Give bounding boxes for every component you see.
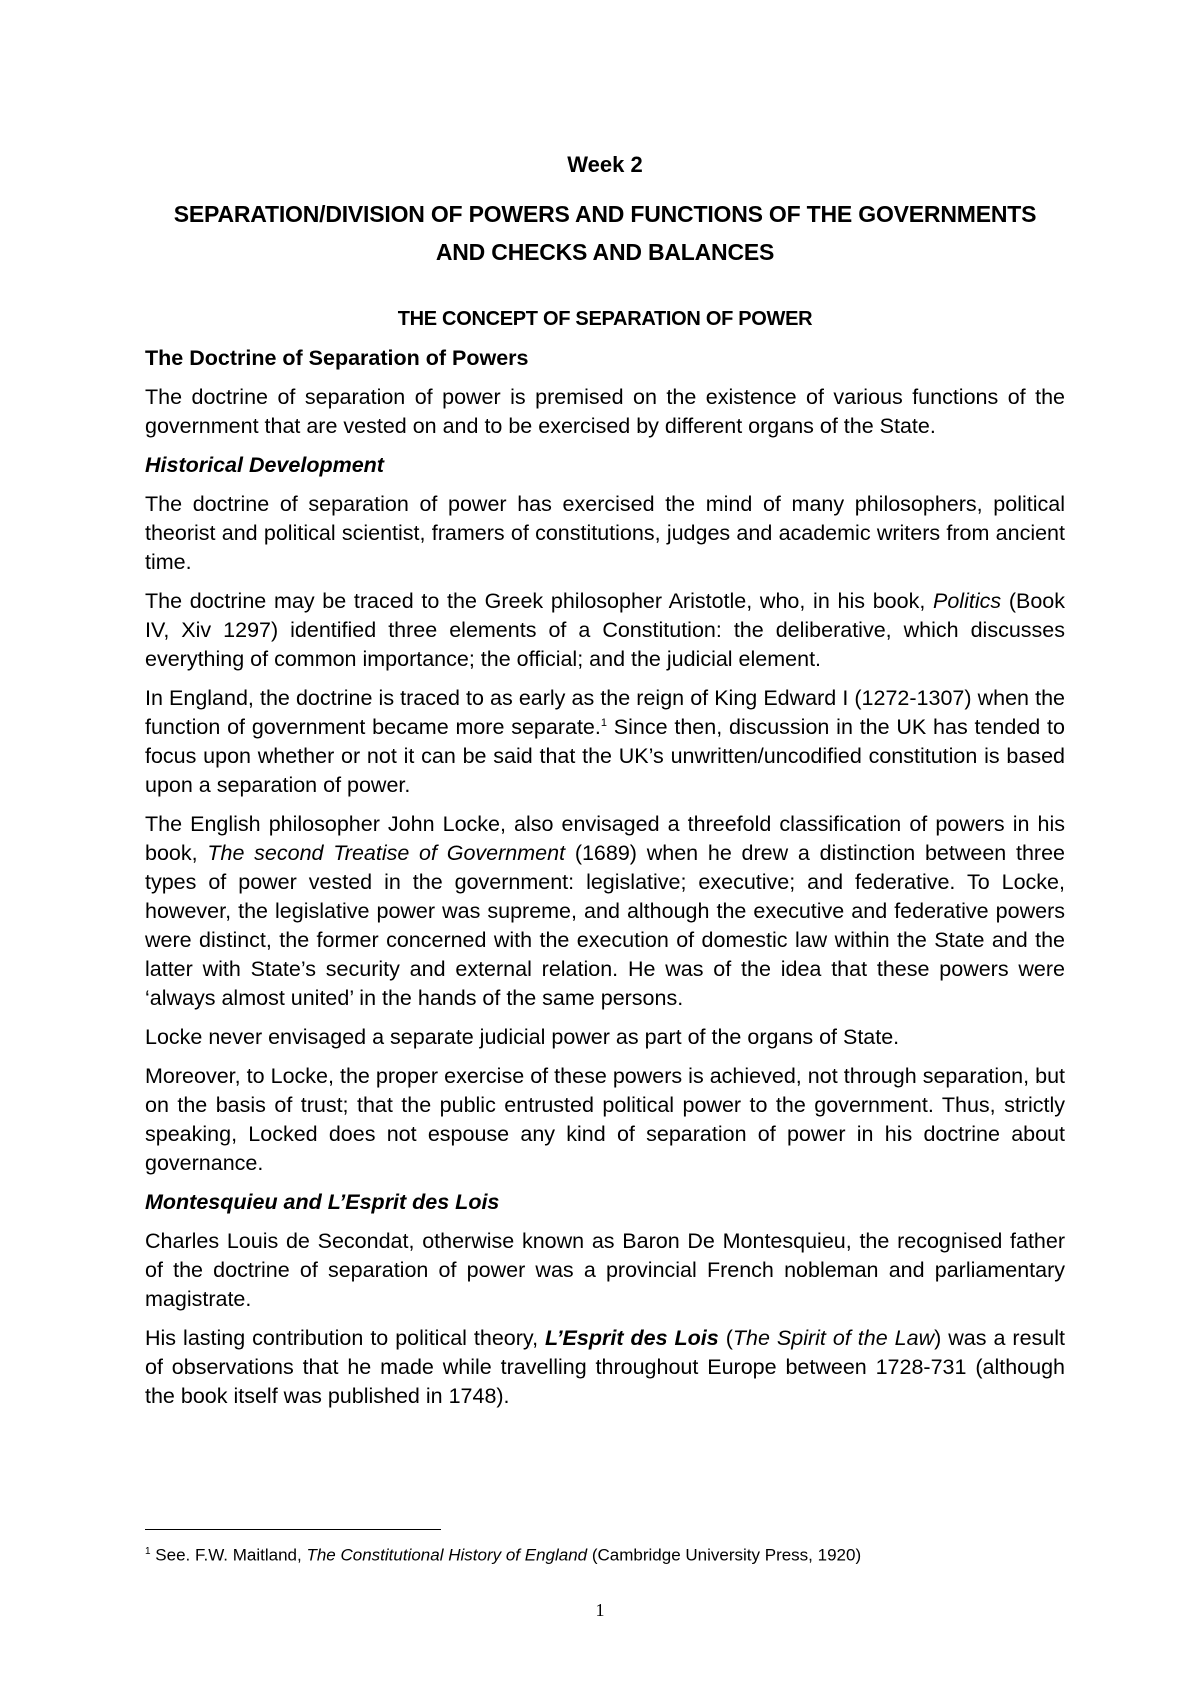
esprit-book-title: L’Esprit des Lois <box>545 1326 719 1350</box>
footnote-separator <box>145 1529 441 1530</box>
montesquieu-heading: Montesquieu and L’Esprit des Lois <box>145 1190 500 1214</box>
title-line-2: AND CHECKS AND BALANCES <box>435 239 775 265</box>
historical-paragraph-2 <box>145 587 1065 674</box>
page-number: 1 <box>595 1600 605 1620</box>
historical-paragraph-5: Locke never envisaged a separate judicial power as part of the organs of State. <box>145 1025 900 1049</box>
week-label: Week 2 <box>567 152 643 177</box>
historical-heading: Historical Development <box>145 453 384 477</box>
document-page <box>145 150 1065 1421</box>
footnote-text-a: See. F.W. Maitland, <box>150 1545 307 1565</box>
montesquieu-text-a: His lasting contribution to political theory, <box>145 1326 546 1350</box>
footnote-reference[interactable]: 1 <box>600 716 607 729</box>
footnote-book-title: The Constitutional History of England <box>306 1545 588 1565</box>
historical-paragraph-1: The doctrine of separation of power has exercised the mind of many philosophers, political theorist and political scientist, framers of constitutions, judges and academic writers from ancient time. <box>145 492 1065 574</box>
montesquieu-paragraph-2 <box>145 1324 1065 1411</box>
page-title <box>145 195 1065 271</box>
doctrine-heading: The Doctrine of Separation of Powers <box>145 346 529 370</box>
historical-paragraph-3 <box>145 684 1065 800</box>
aristotle-text-a: The doctrine may be traced to the Greek philosopher Aristotle, who, in his book, <box>145 589 933 613</box>
locke-book-title: The second Treatise of Government <box>207 841 566 865</box>
aristotle-text-b: (Book IV, Xiv 1297) identified three elements of a Constitution: the deliberative, which discusses everything of common importance; the official; and the judicial element. <box>145 589 1065 671</box>
historical-paragraph-6: Moreover, to Locke, the proper exercise of these powers is achieved, not through separation, but on the basis of trust; that the public entrusted political power to the government. Thus, strictly speaking, Locked does not espouse any kind of separation of power in his doctrine about governance. <box>145 1064 1065 1175</box>
title-line-1: SEPARATION/DIVISION OF POWERS AND FUNCTIONS OF THE GOVERNMENTS <box>173 201 1037 227</box>
esprit-translation: The Spirit of the Law <box>732 1326 935 1350</box>
footnote <box>145 1541 1065 1567</box>
montesquieu-paren: ( <box>718 1326 733 1350</box>
footnote-text-b: (Cambridge University Press, 1920) <box>587 1545 862 1565</box>
england-text-a: In England, the doctrine is traced to as early as the reign of King Edward I (1272-1307) when the function of government became more separate. <box>145 686 1065 739</box>
montesquieu-paragraph-1: Charles Louis de Secondat, otherwise known as Baron De Montesquieu, the recognised father of the doctrine of separation of power was a provincial French nobleman and parliamentary magistrate. <box>145 1229 1065 1311</box>
locke-text-b: (1689) when he drew a distinction between three types of power vested in the government: legislative; executive; and federative. To Locke, however, the legislative power was supreme, and although the executive and federative powers were distinct, the former concerned with the execution of domestic law within the State and the latter with State’s security and external relation. He was of the idea that these powers were ‘always almost united’ in the hands of the same persons. <box>145 841 1065 1010</box>
politics-book-title: Politics <box>933 589 1002 613</box>
england-text-b: Since then, discussion in the UK has tended to focus upon whether or not it can be said that the UK’s unwritten/uncodified constitution is based upon a separation of power. <box>145 715 1065 797</box>
section-title: THE CONCEPT OF SEPARATION OF POWER <box>397 308 813 330</box>
montesquieu-text-b: ) was a result of observations that he made while travelling throughout Europe between 1728-731 (although the book itself was published in 1748). <box>145 1326 1066 1408</box>
footnote-mark: 1 <box>145 1546 151 1557</box>
historical-paragraph-4 <box>145 810 1065 1013</box>
doctrine-paragraph: The doctrine of separation of power is premised on the existence of various functions of the government that are vested on and to be exercised by different organs of the State. <box>145 385 1065 438</box>
locke-text-a: The English philosopher John Locke, also envisaged a threefold classification of powers in his book, <box>145 812 1065 865</box>
